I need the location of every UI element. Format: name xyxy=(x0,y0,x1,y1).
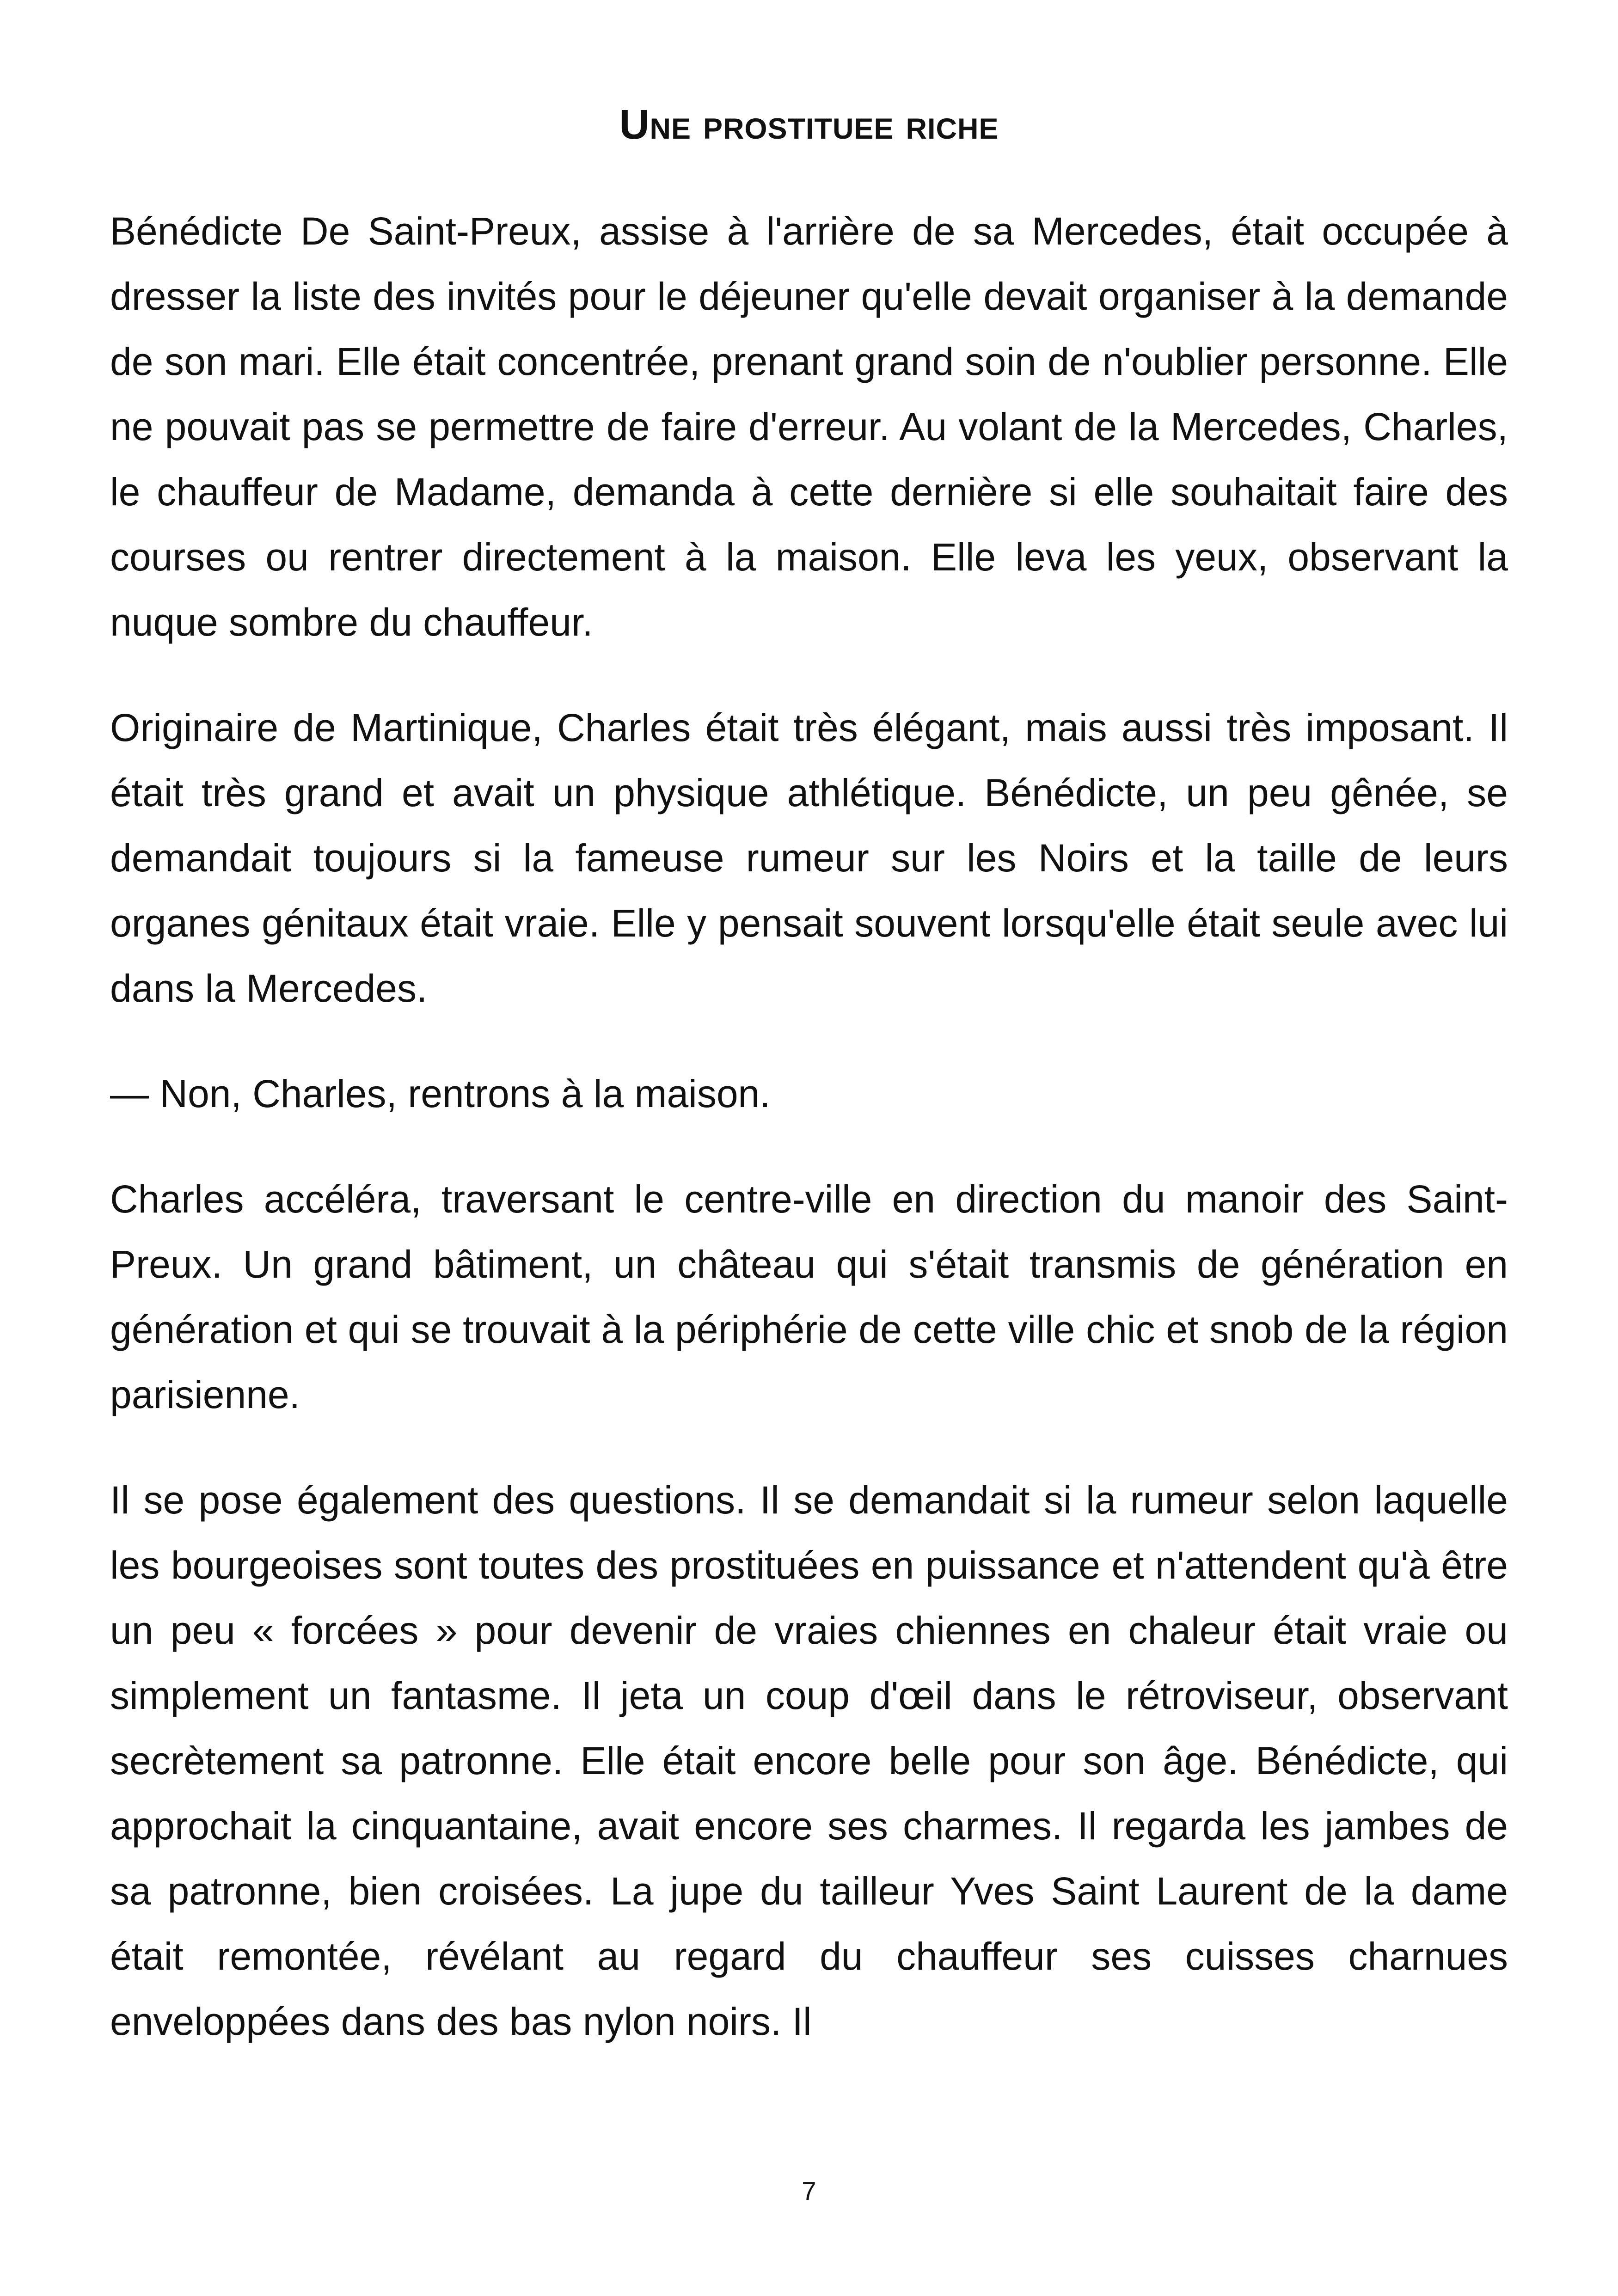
dialogue-line: — Non, Charles, rentrons à la maison. xyxy=(110,1072,771,1115)
body-text xyxy=(110,199,1508,2094)
chapter-title: Une prostituee riche xyxy=(619,102,999,148)
paragraph: Originaire de Martinique, Charles était très élégant, mais aussi très imposant. Il était très grand et avait un physique athlétique. Bénédicte, un peu gênée, se demandait toujours si la fameuse rumeur sur les Noirs et la taille de leurs organes génitaux était vraie. Elle y pensait souvent lorsqu'elle était seule avec lui dans la Mercedes. xyxy=(110,706,1508,1010)
page-number: 7 xyxy=(802,2176,816,2205)
paragraph: Charles accéléra, traversant le centre-ville en direction du manoir des Saint-Preux. Un grand bâtiment, un château qui s'était transmis de génération en génération et qui se trouvait à la périphérie de cette ville chic et snob de la région parisienne. xyxy=(110,1177,1508,1416)
paragraph: Bénédicte De Saint-Preux, assise à l'arrière de sa Mercedes, était occupée à dresser la liste des invités pour le déjeuner qu'elle devait organiser à la demande de son mari. Elle était concentrée, prenant grand soin de n'oublier personne. Elle ne pouvait pas se permettre de faire d'erreur. Au volant de la Mercedes, Charles, le chauffeur de Madame, demanda à cette dernière si elle souhaitait faire des courses ou rentrer directement à la maison. Elle leva les yeux, observant la nuque sombre du chauffeur. xyxy=(110,209,1508,644)
paragraph: Il se pose également des questions. Il se demandait si la rumeur selon laquelle les bourgeoises sont toutes des prostituées en puissance et n'attendent qu'à être un peu « forcées » pour devenir de vraies chiennes en chaleur était vraie ou simplement un fantasme. Il jeta un coup d'œil dans le rétroviseur, observant secrètement sa patronne. Elle était encore belle pour son âge. Bénédicte, qui approchait la cinquantaine, avait encore ses charmes. Il regarda les jambes de sa patronne, bien croisées. La jupe du tailleur Yves Saint Laurent de la dame était remontée, révélant au regard du chauffeur ses cuisses charnues enveloppées dans des bas nylon noirs. Il xyxy=(110,1478,1508,2043)
